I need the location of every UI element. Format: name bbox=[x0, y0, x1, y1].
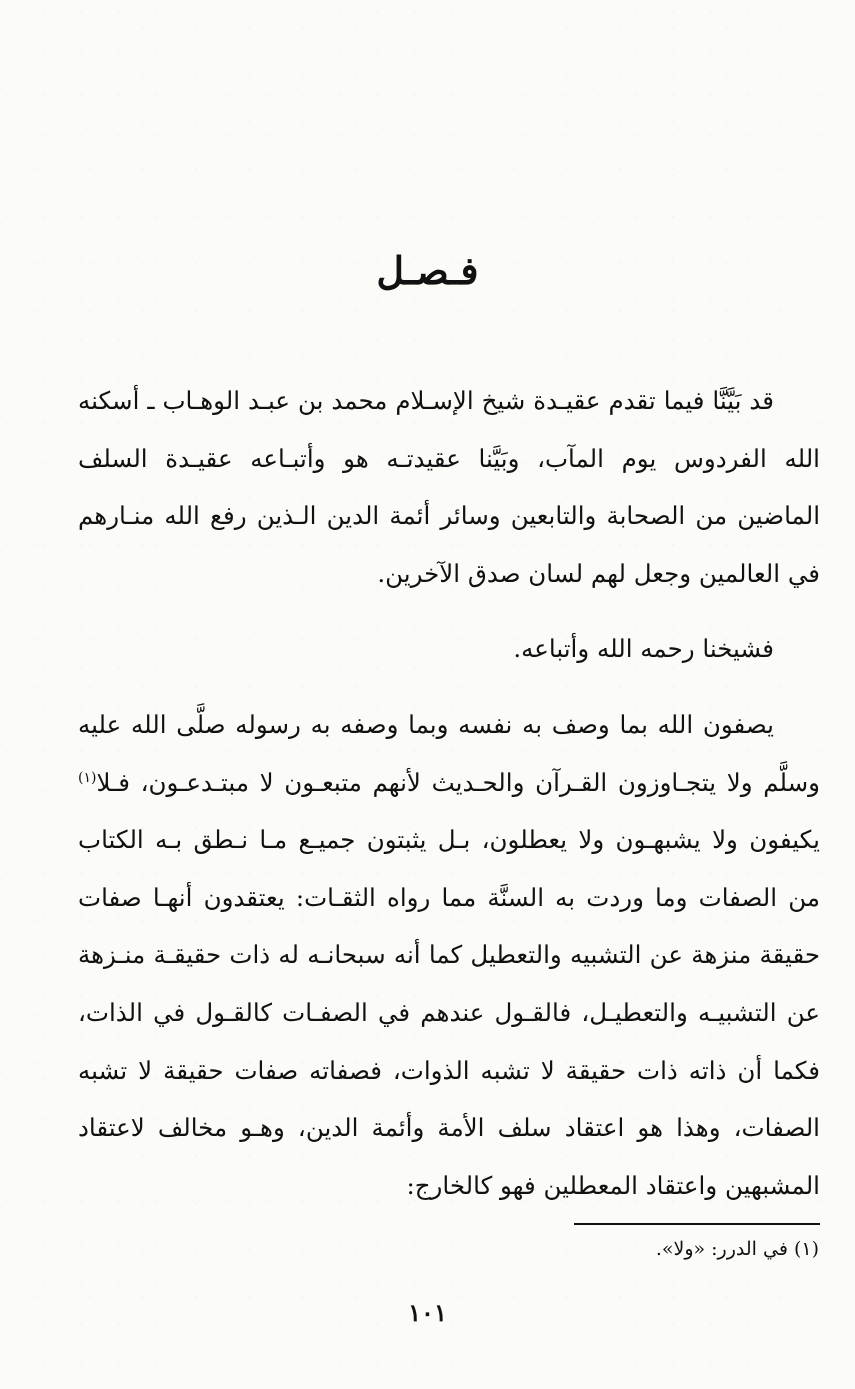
footnote-divider bbox=[574, 1223, 820, 1225]
paragraph-2: فشيخنا رحمه الله وأتباعه. bbox=[513, 634, 774, 664]
main-text bbox=[78, 372, 820, 1214]
paragraph-1: قد بَيَّنَّا فيما تقدم عقيـدة شيخ الإسـلام محمد بن عبـد الوهـاب ـ أسكنه الله الفردوس يوم المآب، وبَيَّنا عقيدتـه هو وأتبـاعه عقيـدة السلف الماضين من الصحابة والتابعين وسائر أئمة الدين الـذين رفع الله منـارهم في العالمين وجعل لهم لسان صدق الآخرين. bbox=[78, 386, 820, 588]
paragraph-3-rest: يكيفون ولا يشبهـون ولا يعطلون، بـل يثبتون جميـع مـا نـطق بـه الكتاب من الصفات وما وردت به السنَّة مما رواه الثقـات: يعتقدون أنهـا صفات حقيقة منزهة عن التشبيه والتعطيل كما أنه سبحانـه له ذات حقيقـة منـزهة عن التشبيـه والتعطيـل، فالقـول عندهم في الصفـات كالقـول في الذات، فكما أن ذاته ذات حقيقة لا تشبه الذوات، فصفاته صفات حقيقة لا تشبه الصفات، وهذا هو اعتقاد سلف الأمة وأئمة الدين، وهـو مخالف لاعتقاد المشبهين واعتقاد المعطلين فهو كالخارج: bbox=[78, 825, 820, 1200]
footnote: (١) في الدرر: «ولا». bbox=[655, 1238, 819, 1260]
footnote-marker: (١) bbox=[78, 769, 97, 786]
page-number: ١٠١ bbox=[408, 1298, 447, 1327]
paragraph-3-start: يصفون الله بما وصف به نفسه وبما وصفه به رسوله صلَّى الله عليه وسلَّم ولا يتجـاوزون القـرآن والحـديث لأنهم متبعـون لا مبتـدعـون، فـلا bbox=[78, 709, 820, 797]
section-title: فـصـل bbox=[376, 248, 479, 293]
paragraph-3 bbox=[78, 696, 820, 1214]
